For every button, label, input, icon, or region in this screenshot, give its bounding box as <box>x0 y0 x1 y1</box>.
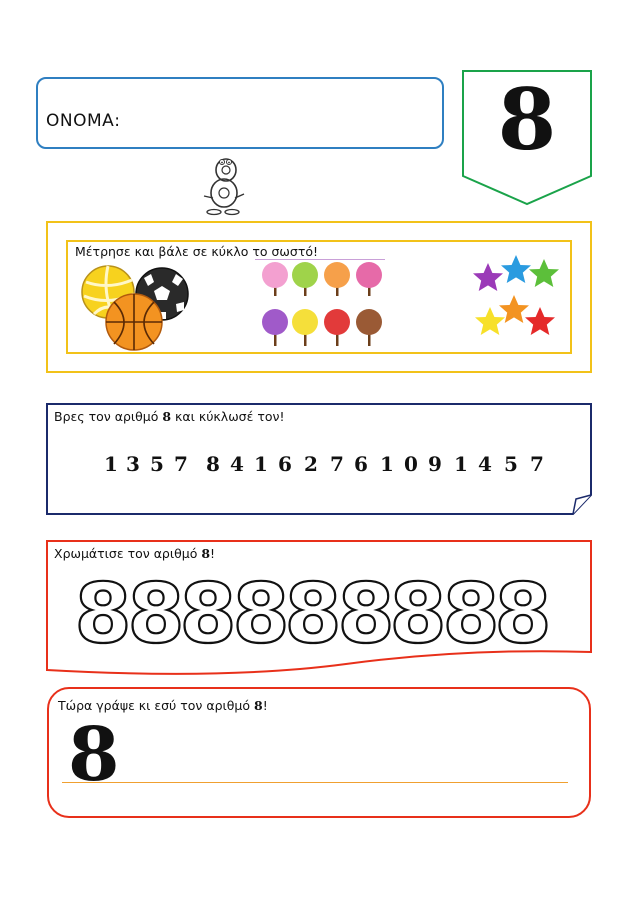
trees-group <box>256 260 390 352</box>
outline-eights <box>74 567 560 662</box>
sequence-digit[interactable]: 7 <box>530 452 544 476</box>
outline-eight-8[interactable] <box>441 567 500 662</box>
outline-eight-9[interactable] <box>494 567 552 662</box>
outline-eight-digit: 8 <box>284 567 342 662</box>
tree-icon <box>262 262 382 346</box>
writing-line[interactable] <box>62 782 568 783</box>
sequence-digit[interactable]: 7 <box>174 452 188 476</box>
outline-eight-digit: 8 <box>389 567 447 662</box>
sequence-digit[interactable]: 4 <box>230 452 244 476</box>
outline-eight-3[interactable] <box>179 567 237 662</box>
sequence-digit[interactable]: 1 <box>104 452 118 476</box>
outline-eight-digit: 8 <box>336 567 395 662</box>
outline-eight-7[interactable] <box>389 567 447 662</box>
outline-eight-4[interactable] <box>231 567 290 662</box>
name-label: ΟΝΟΜΑ: <box>46 111 121 131</box>
outline-eight-digit: 8 <box>74 567 132 662</box>
counting-instruction: Μέτρησε και βάλε σε κύκλο το σωστό! <box>75 244 319 259</box>
sequence-digit[interactable]: 5 <box>150 452 164 476</box>
star-icon <box>473 255 559 335</box>
outline-eight-2[interactable] <box>126 567 185 662</box>
featured-number: 8 <box>497 70 557 169</box>
sequence-digit[interactable]: 5 <box>504 452 518 476</box>
sample-number: 8 <box>68 712 120 798</box>
sequence-digit[interactable]: 8 <box>206 452 220 476</box>
color-instruction: Χρωμάτισε τον αριθμό 8! <box>54 546 216 561</box>
outline-eight-5[interactable] <box>284 567 342 662</box>
stars-group <box>470 254 562 342</box>
sequence-digit[interactable]: 0 <box>404 452 418 476</box>
sequence-digit[interactable]: 1 <box>380 452 394 476</box>
write-instruction: Τώρα γράψε κι εσύ τον αριθμό 8! <box>58 698 268 713</box>
number-eight-character-icon <box>196 156 252 218</box>
outline-eight-digit: 8 <box>179 567 237 662</box>
sequence-digit[interactable]: 3 <box>126 452 140 476</box>
sequence-digit[interactable]: 1 <box>454 452 468 476</box>
outline-eight-digit: 8 <box>126 567 185 662</box>
sequence-digit[interactable]: 4 <box>478 452 492 476</box>
sequence-digit[interactable]: 9 <box>428 452 442 476</box>
outline-eight-1[interactable] <box>74 567 132 662</box>
balls-group <box>78 264 193 352</box>
sequence-digit[interactable]: 6 <box>278 452 292 476</box>
outline-eight-6[interactable] <box>336 567 395 662</box>
sequence-digit[interactable]: 2 <box>304 452 318 476</box>
outline-eight-digit: 8 <box>231 567 290 662</box>
sequence-digit[interactable]: 6 <box>354 452 368 476</box>
find-instruction: Βρες τον αριθμό 8 και κύκλωσέ τον! <box>54 409 285 424</box>
basketball-icon <box>106 294 162 350</box>
outline-eight-digit: 8 <box>441 567 500 662</box>
sequence-digit[interactable]: 7 <box>330 452 344 476</box>
sequence-digit[interactable]: 1 <box>254 452 268 476</box>
name-field-box[interactable] <box>36 77 444 149</box>
outline-eight-digit: 8 <box>494 567 552 662</box>
